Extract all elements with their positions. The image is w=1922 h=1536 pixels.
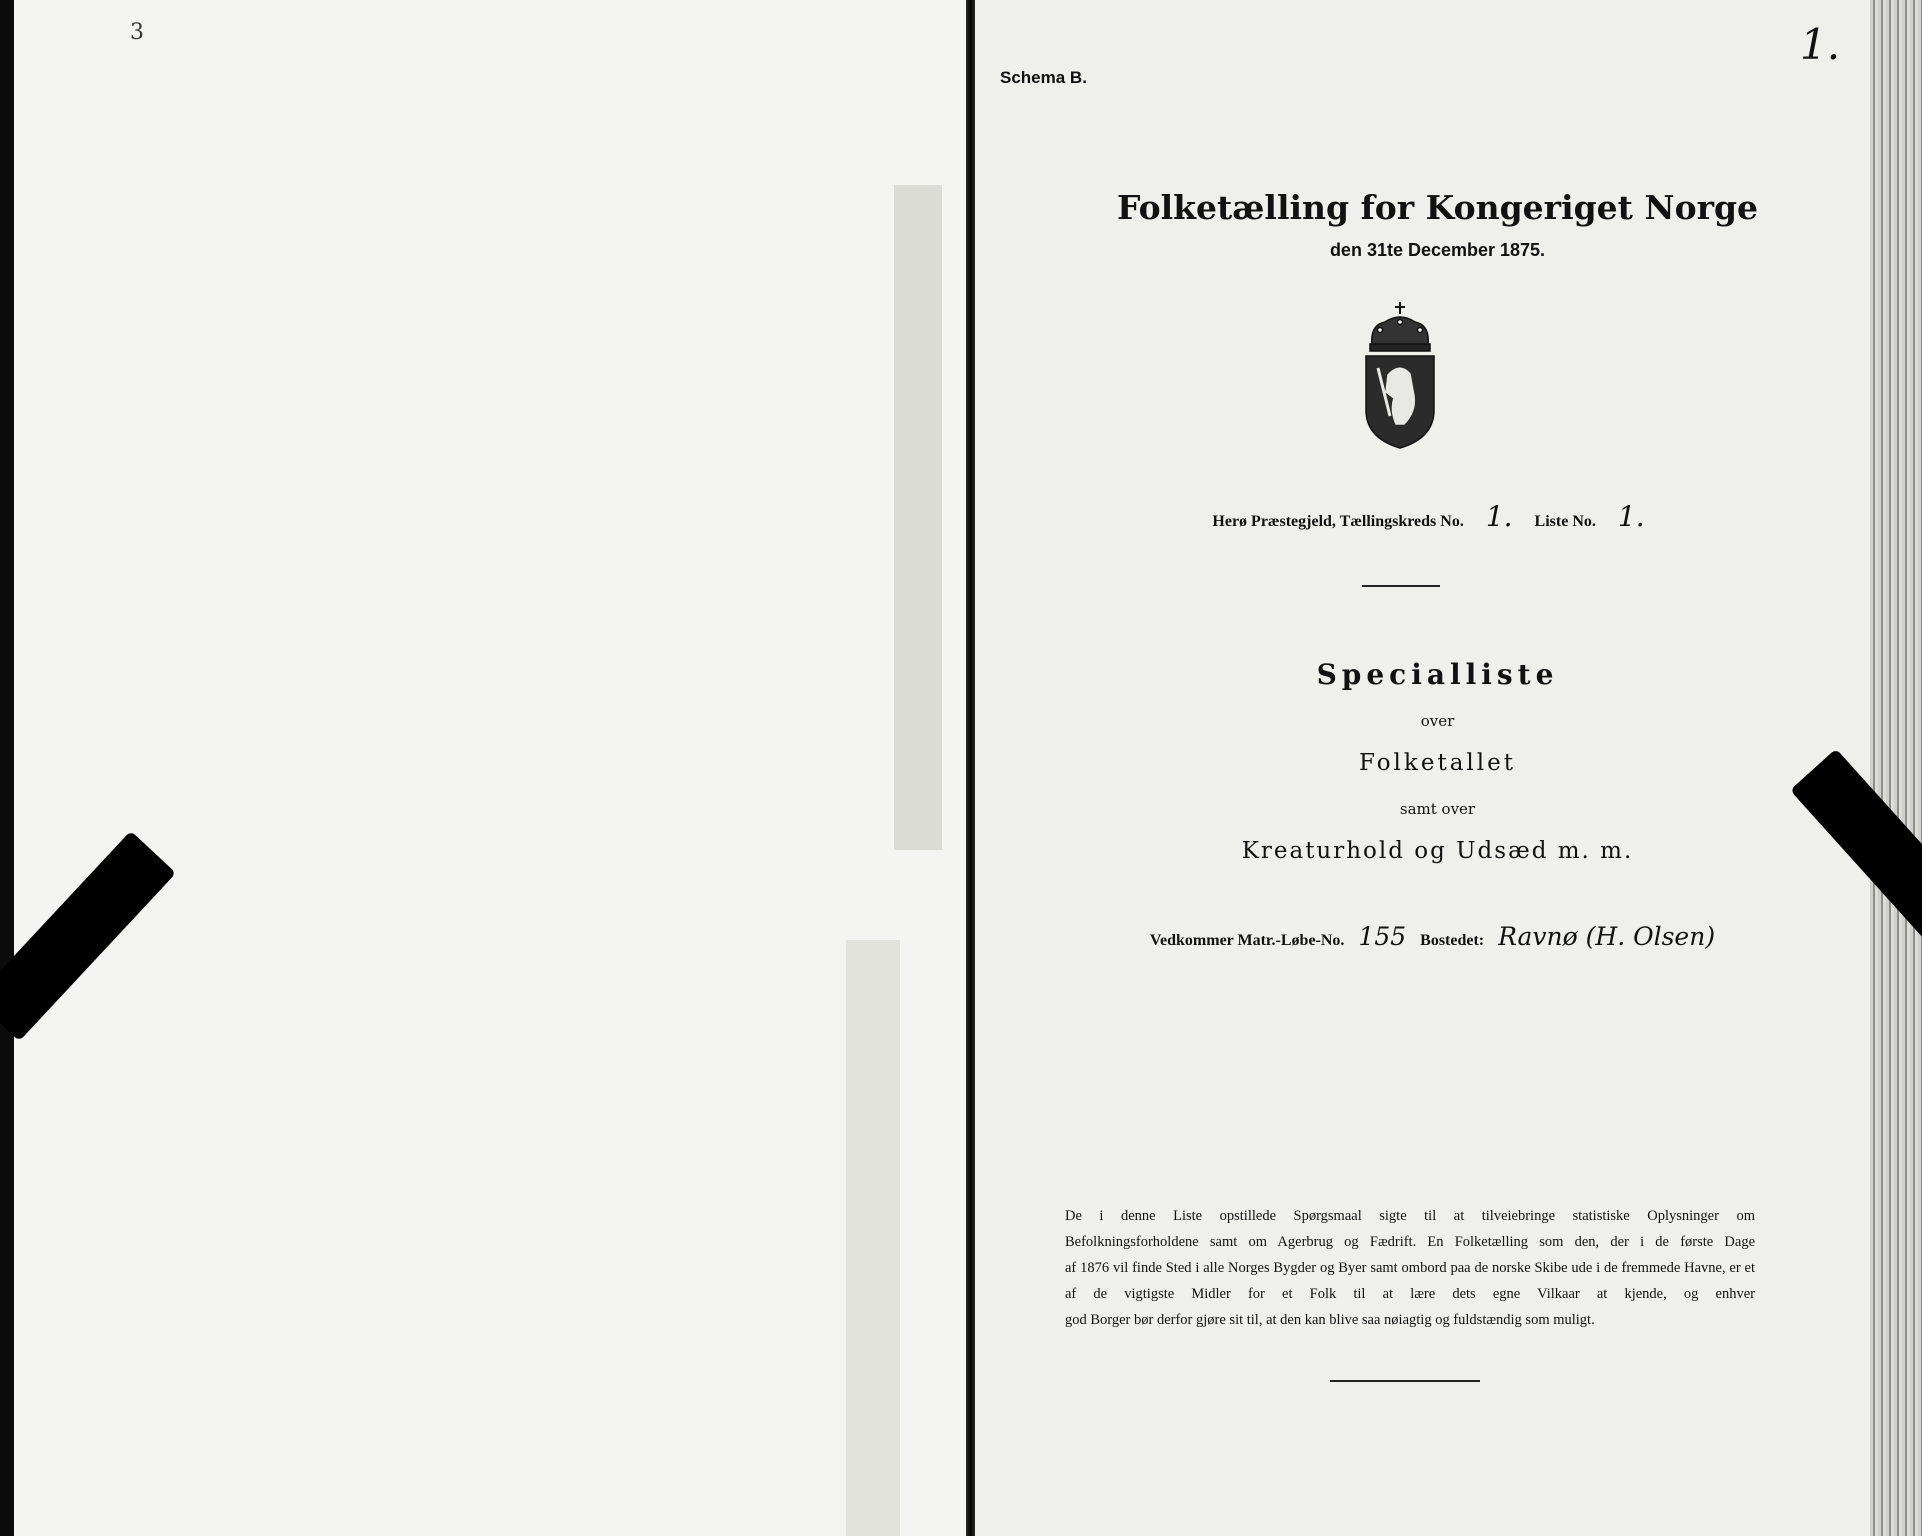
notice-line: god Borger bør derfor gjøre sit til, at den kan blive saa nøiagtig og fuldstændig som muligt.: [1065, 1312, 1595, 1328]
district-line: [1000, 500, 1875, 533]
left-page: [14, 0, 966, 1536]
matr-line: [1000, 922, 1875, 951]
matr-label: Vedkommer Matr.-Løbe-No.: [1149, 932, 1345, 949]
notice-line: af 1876 vil finde Sted i alle Norges Bygder og Byer samt ombord paa de norske Skibe ude i de fremmede Havne, er et af de vigtigste Midler for et Folk til at lære dets egne Vilkaar at kjende, og enhver: [1065, 1260, 1755, 1302]
matr-number: 155: [1358, 922, 1407, 951]
page-edges: [1870, 0, 1922, 1536]
bosted-label: Bostedet:: [1420, 932, 1485, 949]
bosted-value: Ravnø (H. Olsen): [1498, 922, 1716, 951]
notice-line: Befolkningsforholdene samt om Agerbrug og Fædrift. En Folketælling som den, der i de første Dage: [1065, 1234, 1755, 1250]
divider-rule: [1362, 585, 1440, 587]
divider-rule: [1330, 1380, 1480, 1382]
district-label: Tællingskreds No.: [1339, 513, 1464, 530]
heading-folketallet: Folketallet: [1359, 750, 1516, 776]
notice-paragraph: [1065, 1203, 1755, 1333]
corner-mark: 3: [130, 20, 144, 45]
coat-of-arms-icon: [1360, 300, 1440, 450]
notice-line: De i denne Liste opstillede Spørgsmaal sigte til at tilveiebringe statistiske Oplysninger om: [1065, 1208, 1755, 1224]
page-number: 1.: [1800, 20, 1841, 69]
parish-name: Herø Præstegjeld,: [1212, 513, 1336, 530]
list-number: 1.: [1617, 500, 1645, 533]
heading-samt-over: samt over: [1399, 800, 1476, 818]
list-label: Liste No.: [1534, 513, 1596, 530]
district-number: 1.: [1485, 500, 1513, 533]
schema-label: Schema B.: [1000, 68, 1087, 87]
book-gutter: [966, 0, 975, 1536]
heading-specialliste: Specialliste: [1316, 658, 1559, 691]
heading-over: over: [1420, 712, 1455, 730]
document-title: Folketælling for Kongeriget Norge: [1116, 188, 1759, 227]
heading-kreaturhold: Kreaturhold og Udsæd m. m.: [1241, 838, 1634, 864]
census-date: den 31te December 1875.: [1329, 240, 1546, 260]
bleed-through-strip: [894, 185, 942, 850]
bleed-through-strip: [846, 940, 900, 1536]
